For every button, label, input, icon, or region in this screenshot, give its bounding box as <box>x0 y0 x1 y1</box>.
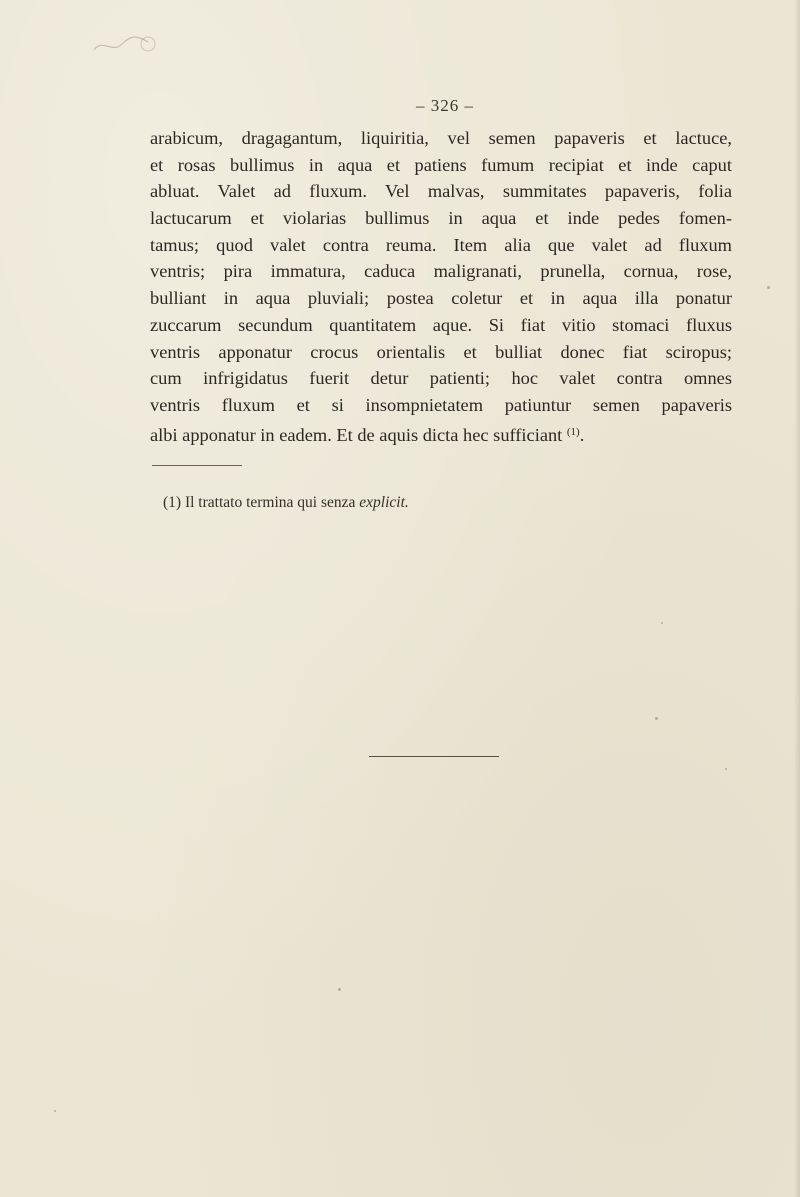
paper-speck <box>338 988 341 991</box>
text-line: arabicum, dragagantum, liquiritia, vel semen papaveris et lactuce, <box>150 128 732 148</box>
text-line: ventris fluxum et si insompnietatem patiuntur semen papaveris <box>150 394 732 415</box>
footnote-separator <box>152 465 242 466</box>
paper-speck <box>54 1110 56 1112</box>
footnote-text: Il trattato termina qui senza <box>184 494 356 511</box>
footnote-marker: (1) <box>163 494 182 511</box>
faint-stamp-mark <box>90 32 158 58</box>
text-line: ventris apponatur crocus orientalis et bulliat donec fiat sciropus; <box>150 341 732 362</box>
page-edge-shadow <box>794 0 800 1197</box>
text-line: zuccarum secundum quantitatem aque. Si fiat vitio stomaci fluxus <box>150 314 732 335</box>
paper-speck <box>725 768 727 770</box>
text-line-last: albi apponatur in eadem. Et de aquis dicta hec sufficiant $^{(1)}$. <box>150 424 585 445</box>
body-text <box>150 125 732 445</box>
footnote <box>163 494 409 512</box>
text-line: cum infrigidatus fuerit detur patienti; hoc valet contra omnes <box>150 368 732 389</box>
text-line: et rosas bullimus in aqua et patiens fumum recipiat et inde caput <box>150 154 732 175</box>
paper-speck <box>767 286 770 289</box>
text-line-content: albi apponatur in eadem. Et de aquis dicta hec sufficiant <box>150 424 563 445</box>
text-line: tamus; quod valet contra reuma. Item alia que valet ad fluxum <box>150 234 732 255</box>
paper-speck <box>661 622 663 624</box>
text-line: lactucarum et violarias bullimus in aqua et inde pedes fomen- <box>150 208 732 229</box>
footnote-reference: (1) <box>566 425 580 438</box>
footnote-emphasis: explicit. <box>359 494 409 511</box>
text-line: ventris; pira immatura, caduca maligranati, prunella, cornua, rose, <box>150 261 732 282</box>
paper-speck <box>655 717 658 720</box>
page-number: – 326 – <box>416 96 474 115</box>
text-line: bulliant in aqua pluviali; postea coletur et in aqua illa ponatur <box>150 288 732 309</box>
text-line: abluat. Valet ad fluxum. Vel malvas, summitates papaveris, folia <box>150 181 732 202</box>
end-of-section-rule <box>369 756 499 757</box>
